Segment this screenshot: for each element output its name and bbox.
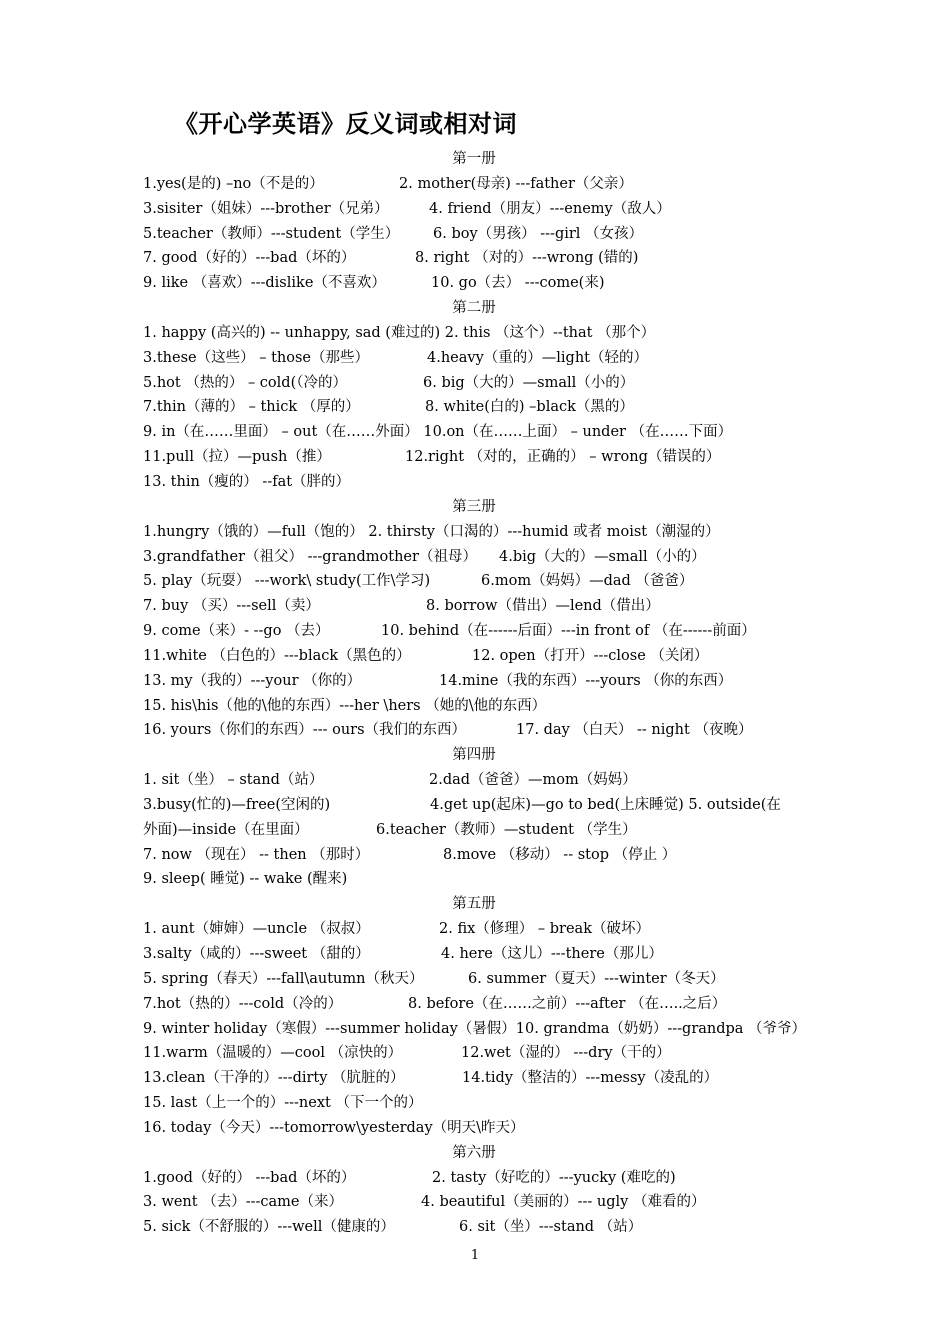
word-pair-line: 9. in（在……里面） – out（在……外面） 10.on（在……上面） – under （在……下面）	[143, 424, 733, 441]
word-pair-line	[143, 942, 823, 967]
word-pair-left: 11.white （白色的）---black（黑色的）	[143, 647, 411, 664]
word-pair-right: 12.right （对的，正确的） – wrong（错误的）	[405, 449, 721, 466]
word-pair-left: 7. good（好的）---bad（坏的）	[143, 250, 356, 267]
word-pair-left: 5.hot （热的） – cold(（冷的）	[143, 374, 347, 391]
volume-heading: 第六册	[452, 1144, 496, 1161]
word-pair-line: 16. today（今天）---tomorrow\yesterday（明天\昨天）	[143, 1119, 525, 1136]
word-pair-line	[143, 768, 823, 793]
word-pair-line	[143, 271, 823, 296]
word-pair-line	[143, 1041, 823, 1066]
word-pair-right: 8. borrow（借出）—lend（借出）	[426, 598, 660, 615]
word-pair-left: 3. went （去）---came（来）	[143, 1194, 344, 1211]
word-pair-line	[143, 818, 823, 843]
word-pair-line	[143, 1215, 823, 1240]
word-pair-left: 11.pull（拉）—push（推）	[143, 449, 331, 466]
word-pair-right: 12.wet（湿的） ---dry（干的）	[461, 1045, 671, 1062]
volume-heading: 第二册	[452, 300, 496, 317]
word-pair-right: 6. boy（男孩） ---girl （女孩）	[433, 225, 644, 242]
word-pair-left: 9. like （喜欢）---dislike（不喜欢）	[143, 275, 386, 292]
word-pair-left: 7. buy （买）---sell（卖）	[143, 598, 320, 615]
word-pair-left: 5.teacher（教师）---student（学生）	[143, 225, 400, 242]
word-pair-line	[143, 1190, 823, 1215]
word-pair-right: 12. open（打开）---close （关闭）	[472, 647, 709, 664]
word-pair-line	[143, 569, 823, 594]
word-pair-right: 4.get up(起床)—go to bed(上床睡觉) 5. outside(在	[430, 796, 781, 813]
word-pair-right: 4.big（大的）—small（小的）	[499, 548, 706, 565]
word-pair-left: 1.good（好的） ---bad（坏的）	[143, 1169, 356, 1186]
word-pair-right: 17. day （白天） -- night （夜晚）	[516, 722, 753, 739]
word-list	[143, 147, 823, 1240]
word-pair-right: 6. big（大的）—small（小的）	[423, 374, 635, 391]
word-pair-right: 6.teacher（教师）—student （学生）	[376, 821, 637, 838]
document-title: 《开心学英语》反义词或相对词	[174, 110, 517, 138]
word-pair-line	[143, 1066, 823, 1091]
word-pair-left: 3.salty（咸的）---sweet （甜的）	[143, 946, 370, 962]
word-pair-right: 2. fix（修理） – break（破坏）	[439, 921, 650, 938]
word-pair-left: 5. spring（春天）---fall\autumn（秋天）	[143, 970, 424, 987]
word-pair-line	[143, 246, 823, 271]
word-pair-line: 1.hungry（饿的）—full（饱的） 2. thirsty（口渴的）---humid 或者 moist（潮湿的）	[143, 523, 720, 540]
word-pair-left: 13. my（我的）---your （你的）	[143, 672, 362, 689]
word-pair-line	[143, 967, 823, 992]
word-pair-left: 5. sick（不舒服的）---well（健康的）	[143, 1219, 395, 1236]
word-pair-line: 9. sleep( 睡觉) -- wake (醒来)	[143, 871, 348, 888]
word-pair-line: 15. last（上一个的）---next （下一个的）	[143, 1095, 423, 1112]
word-pair-line: 13. thin（瘦的） --fat（胖的）	[143, 473, 351, 490]
word-pair-left: 11.warm（温暖的）—cool （凉快的）	[143, 1045, 403, 1062]
volume-heading: 第四册	[452, 747, 496, 764]
word-pair-line	[143, 395, 823, 420]
word-pair-left: 1. sit（坐） – stand（站）	[143, 772, 324, 789]
word-pair-line	[143, 619, 823, 644]
word-pair-right: 4. here（这儿）---there（那儿）	[441, 946, 663, 962]
word-pair-left: 3.busy(忙的)—free(空闲的)	[143, 796, 331, 813]
word-pair-right: 10. go（去） ---come(来)	[431, 275, 605, 292]
page-number: 1	[470, 1248, 480, 1263]
word-pair-line: 9. winter holiday（寒假）---summer holiday（暑假）10. grandma（奶奶）---grandpa （爷爷）	[143, 1020, 807, 1037]
word-pair-right: 8. white(白的) –black（黑的）	[425, 399, 634, 416]
word-pair-right: 2. mother(母亲) ---father（父亲）	[399, 175, 633, 192]
word-pair-left: 5. play（玩耍） ---work\ study(工作\学习)	[143, 573, 431, 590]
word-pair-line	[143, 197, 823, 222]
word-pair-right: 6. sit（坐）---stand （站）	[459, 1219, 643, 1236]
word-pair-right: 2.dad（爸爸）—mom（妈妈）	[429, 772, 637, 789]
word-pair-right: 4.heavy（重的）—light（轻的）	[427, 349, 649, 366]
word-pair-line	[143, 594, 823, 619]
volume-heading: 第一册	[452, 151, 496, 167]
word-pair-line	[143, 669, 823, 694]
word-pair-left: 7.thin（薄的） – thick （厚的）	[143, 399, 360, 416]
word-pair-right: 2. tasty（好吃的）---yucky (难吃的)	[432, 1169, 676, 1186]
word-pair-left: 1.yes(是的) –no（不是的）	[143, 175, 324, 192]
word-pair-left: 7.hot（热的）---cold（冷的）	[143, 995, 343, 1012]
word-pair-left: 外面)—inside（在里面）	[143, 821, 309, 838]
word-pair-right: 10. behind（在------后面）---in front of （在------前面）	[381, 623, 756, 640]
word-pair-line	[143, 992, 823, 1017]
word-pair-line	[143, 346, 823, 371]
word-pair-line	[143, 1166, 823, 1191]
word-pair-right: 14.mine（我的东西）---yours （你的东西）	[439, 672, 733, 689]
word-pair-left: 3.sisiter（姐妹）---brother（兄弟）	[143, 200, 389, 217]
volume-heading: 第五册	[452, 896, 496, 913]
word-pair-left: 3.these（这些） – those（那些）	[143, 349, 369, 366]
word-pair-left: 13.clean（干净的）---dirty （肮脏的）	[143, 1070, 405, 1087]
word-pair-right: 6.mom（妈妈）—dad （爸爸）	[481, 573, 694, 590]
word-pair-right: 6. summer（夏天）---winter（冬天）	[468, 970, 725, 987]
word-pair-left: 7. now （现在） -- then （那时）	[143, 846, 370, 863]
word-pair-line	[143, 371, 823, 396]
word-pair-line	[143, 445, 823, 470]
word-pair-right: 4. beautiful（美丽的）--- ugly （难看的）	[421, 1194, 706, 1211]
word-pair-line: 1. happy (高兴的) -- unhappy, sad (难过的) 2. this （这个）--that （那个）	[143, 324, 656, 341]
word-pair-line	[143, 793, 823, 818]
word-pair-line	[143, 644, 823, 669]
word-pair-line	[143, 718, 823, 743]
word-pair-line	[143, 545, 823, 570]
word-pair-line	[143, 843, 823, 868]
word-pair-line	[143, 917, 823, 942]
word-pair-line	[143, 172, 823, 197]
word-pair-left: 9. come（来）- --go （去）	[143, 623, 330, 640]
word-pair-right: 8. right （对的）---wrong (错的)	[415, 250, 639, 267]
word-pair-left: 3.grandfather（祖父） ---grandmother（祖母）	[143, 548, 477, 565]
word-pair-right: 4. friend（朋友）---enemy（敌人）	[429, 200, 671, 217]
word-pair-right: 8.move （移动） -- stop （停止 ）	[443, 846, 677, 863]
volume-heading: 第三册	[452, 498, 496, 515]
word-pair-left: 16. yours（你们的东西）--- ours（我们的东西）	[143, 722, 467, 739]
word-pair-right: 14.tidy（整洁的）---messy（凌乱的）	[462, 1070, 719, 1087]
word-pair-line: 15. his\his（他的\他的东西）---her \hers （她的\他的东西）	[143, 697, 547, 714]
word-pair-left: 1. aunt（婶婶）—uncle （叔叔）	[143, 921, 370, 938]
word-pair-right: 8. before（在……之前）---after （在…..之后）	[408, 995, 727, 1012]
word-pair-line	[143, 222, 823, 247]
